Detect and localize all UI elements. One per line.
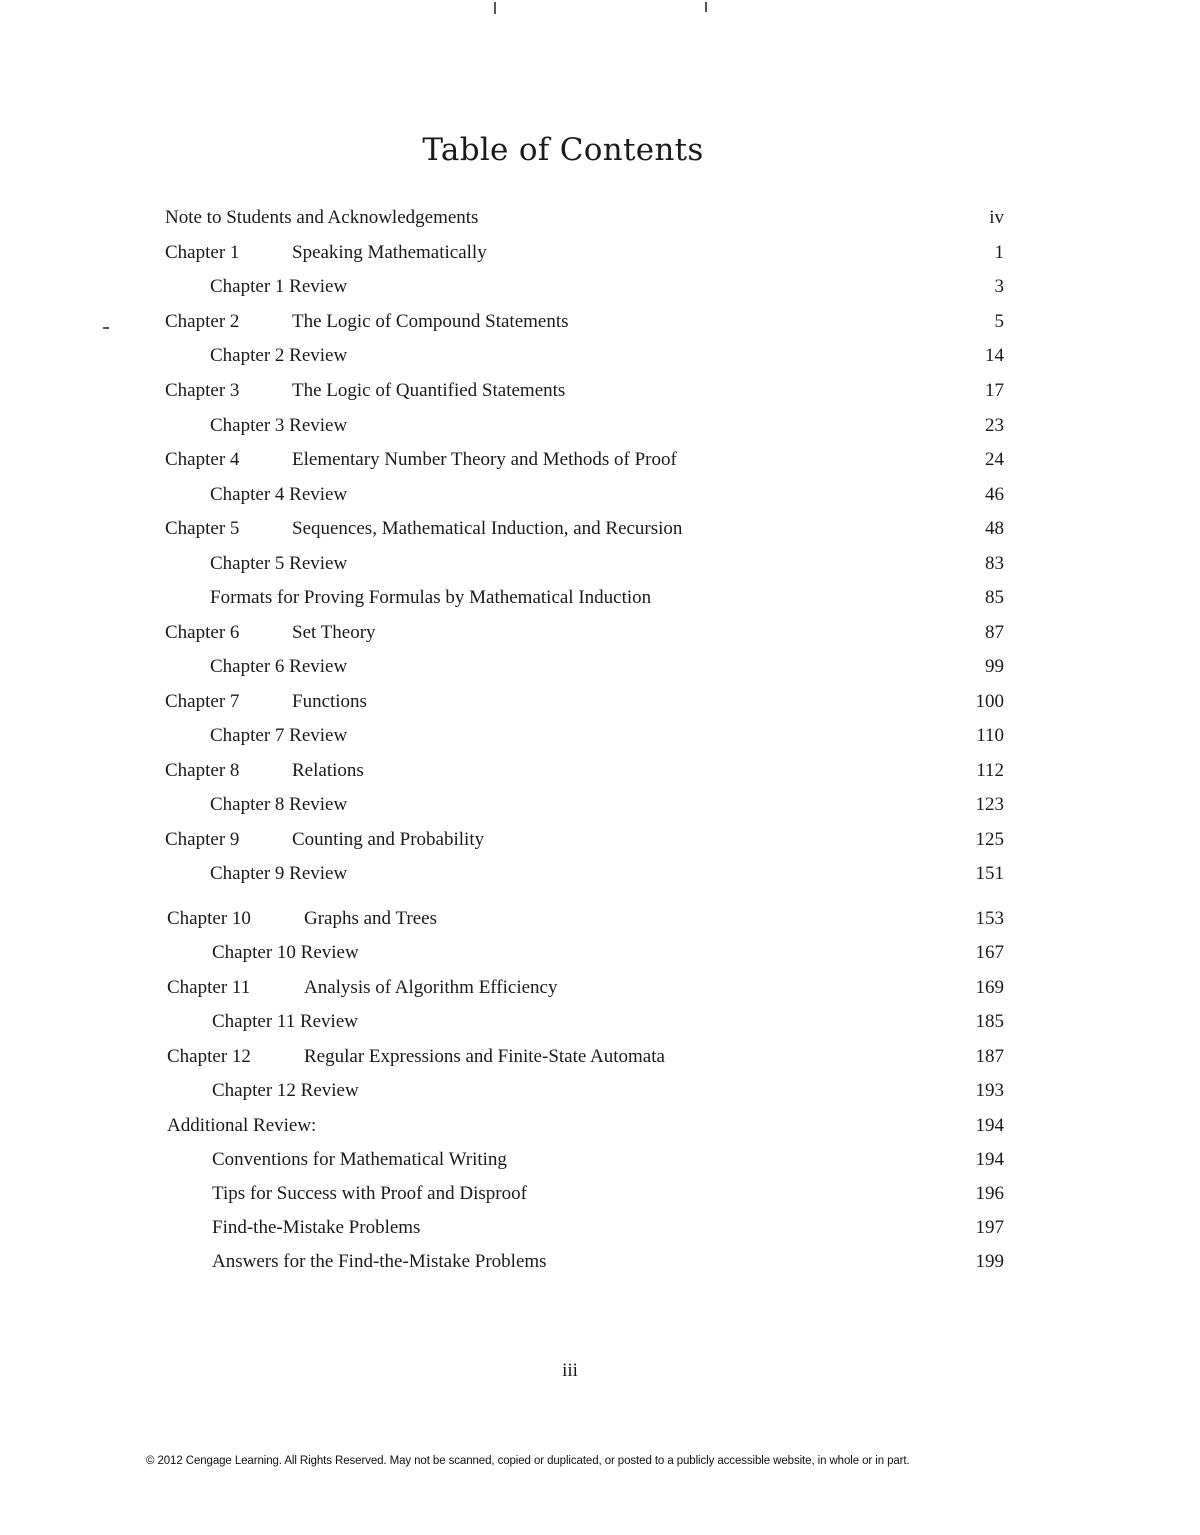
toc-page-number: iv: [989, 207, 1004, 228]
toc-page-number: 23: [985, 415, 1004, 436]
toc-entry: [0, 723, 1200, 749]
toc-subentry-label: Chapter 6 Review: [210, 656, 348, 677]
toc-entry-label: Analysis of Algorithm Efficiency: [304, 977, 558, 998]
toc-page-number: 83: [985, 553, 1004, 574]
toc-page-number: 123: [975, 794, 1004, 815]
toc-entry: [0, 309, 1200, 335]
toc-page-number: 100: [975, 691, 1004, 712]
toc-entry: [0, 551, 1200, 577]
toc-entry: [0, 620, 1200, 646]
toc-entry-label: Additional Review:: [167, 1115, 317, 1136]
toc-entry-label: Regular Expressions and Finite-State Automata: [304, 1046, 665, 1067]
toc-page-number: 112: [976, 760, 1004, 781]
toc-chapter-number: Chapter 9: [165, 829, 240, 850]
toc-entry-label: Sequences, Mathematical Induction, and Recursion: [292, 518, 683, 539]
toc-chapter-number: Chapter 8: [165, 760, 240, 781]
toc-page-number: 46: [985, 484, 1004, 505]
toc-subentry-label: Chapter 11 Review: [212, 1011, 358, 1032]
toc-chapter-number: Chapter 5: [165, 518, 240, 539]
copyright-notice: © 2012 Cengage Learning. All Rights Reserved. May not be scanned, copied or duplicated, or posted to a publicly accessible website, in whole or in part.: [146, 1455, 910, 1467]
toc-entry: [0, 343, 1200, 369]
toc-subentry-label: Chapter 3 Review: [210, 415, 348, 436]
toc-subentry-label: Chapter 7 Review: [210, 725, 348, 746]
toc-entry: [0, 1249, 1200, 1275]
toc-entry: [0, 861, 1200, 887]
toc-subentry-label: Chapter 4 Review: [210, 484, 348, 505]
toc-entry: [0, 1181, 1200, 1207]
toc-subentry-label: Chapter 5 Review: [210, 553, 348, 574]
toc-entry: [0, 975, 1200, 1001]
toc-chapter-number: Chapter 10: [167, 908, 251, 929]
toc-entry: [0, 1009, 1200, 1035]
toc-entry-label: The Logic of Quantified Statements: [292, 380, 566, 401]
toc-entry: [0, 1113, 1200, 1139]
toc-page-number: 197: [975, 1217, 1004, 1238]
toc-page-number: 3: [994, 276, 1004, 297]
toc-page-number: 169: [975, 977, 1004, 998]
toc-entry: [0, 413, 1200, 439]
toc-subentry-label: Chapter 8 Review: [210, 794, 348, 815]
toc-page-number: 151: [975, 863, 1004, 884]
toc-subentry-label: Chapter 2 Review: [210, 345, 348, 366]
toc-page-number: 185: [975, 1011, 1004, 1032]
toc-subentry-label: Find-the-Mistake Problems: [212, 1217, 421, 1238]
toc-page-number: 87: [985, 622, 1004, 643]
toc-subentry-label: Tips for Success with Proof and Disproof: [212, 1183, 527, 1204]
toc-page-number: 196: [975, 1183, 1004, 1204]
toc-entry: [0, 1147, 1200, 1173]
toc-entry: [0, 585, 1200, 611]
toc-page-number: 48: [985, 518, 1004, 539]
page-number: iii: [562, 1360, 578, 1381]
toc-entry: [0, 689, 1200, 715]
toc-page-number: 24: [985, 449, 1004, 470]
toc-entry: [0, 1078, 1200, 1104]
toc-entry: [0, 654, 1200, 680]
toc-page-number: 1: [994, 242, 1004, 263]
toc-subentry-label: Conventions for Mathematical Writing: [212, 1149, 507, 1170]
toc-entry-label: Speaking Mathematically: [292, 242, 487, 263]
toc-entry: [0, 447, 1200, 473]
toc-page-number: 14: [985, 345, 1004, 366]
toc-entry-label: Counting and Probability: [292, 829, 485, 850]
toc-chapter-number: Chapter 2: [165, 311, 240, 332]
toc-entry-label: Note to Students and Acknowledgements: [165, 207, 479, 228]
toc-entry: [0, 1044, 1200, 1070]
toc-entry: [0, 378, 1200, 404]
toc-entry: [0, 516, 1200, 542]
toc-chapter-number: Chapter 7: [165, 691, 240, 712]
page-title: Table of Contents: [422, 132, 704, 168]
toc-entry-label: Relations: [292, 760, 364, 781]
toc-page-number: 110: [976, 725, 1004, 746]
toc-entry-label: Elementary Number Theory and Methods of Proof: [292, 449, 677, 470]
toc-entry: [0, 906, 1200, 932]
toc-page-number: 199: [975, 1251, 1004, 1272]
toc-entry-label: Graphs and Trees: [304, 908, 437, 929]
toc-subentry-label: Chapter 1 Review: [210, 276, 348, 297]
toc-chapter-number: Chapter 1: [165, 242, 240, 263]
toc-entry: [0, 205, 1200, 231]
toc-entry: [0, 1215, 1200, 1241]
toc-entry: [0, 482, 1200, 508]
toc-page-number: 17: [985, 380, 1004, 401]
toc-entry: [0, 274, 1200, 300]
toc-subentry-label: Formats for Proving Formulas by Mathematical Induction: [210, 587, 652, 608]
toc-page-number: 85: [985, 587, 1004, 608]
toc-page-number: 153: [975, 908, 1004, 929]
toc-page-number: 167: [975, 942, 1004, 963]
scan-mark-left: [494, 2, 496, 14]
toc-chapter-number: Chapter 4: [165, 449, 240, 470]
toc-chapter-number: Chapter 6: [165, 622, 240, 643]
toc-entry-label: Functions: [292, 691, 367, 712]
toc-page-number: 125: [975, 829, 1004, 850]
toc-subentry-label: Answers for the Find-the-Mistake Problems: [212, 1251, 547, 1272]
toc-subentry-label: Chapter 9 Review: [210, 863, 348, 884]
toc-entry: [0, 240, 1200, 266]
toc-entry: [0, 827, 1200, 853]
scan-mark-right: [705, 2, 707, 12]
toc-page-number: 99: [985, 656, 1004, 677]
toc-page-number: 194: [975, 1149, 1004, 1170]
toc-subentry-label: Chapter 12 Review: [212, 1080, 359, 1101]
toc-entry-label: Set Theory: [292, 622, 376, 643]
toc-page-number: 5: [994, 311, 1004, 332]
toc-chapter-number: Chapter 3: [165, 380, 240, 401]
toc-chapter-number: Chapter 12: [167, 1046, 251, 1067]
toc-page-number: 187: [975, 1046, 1004, 1067]
toc-page-number: 194: [975, 1115, 1004, 1136]
toc-subentry-label: Chapter 10 Review: [212, 942, 359, 963]
toc-chapter-number: Chapter 11: [167, 977, 251, 998]
toc-entry: [0, 940, 1200, 966]
toc-entry: [0, 792, 1200, 818]
toc-entry: [0, 758, 1200, 784]
toc-page-number: 193: [975, 1080, 1004, 1101]
toc-entry-label: The Logic of Compound Statements: [292, 311, 569, 332]
